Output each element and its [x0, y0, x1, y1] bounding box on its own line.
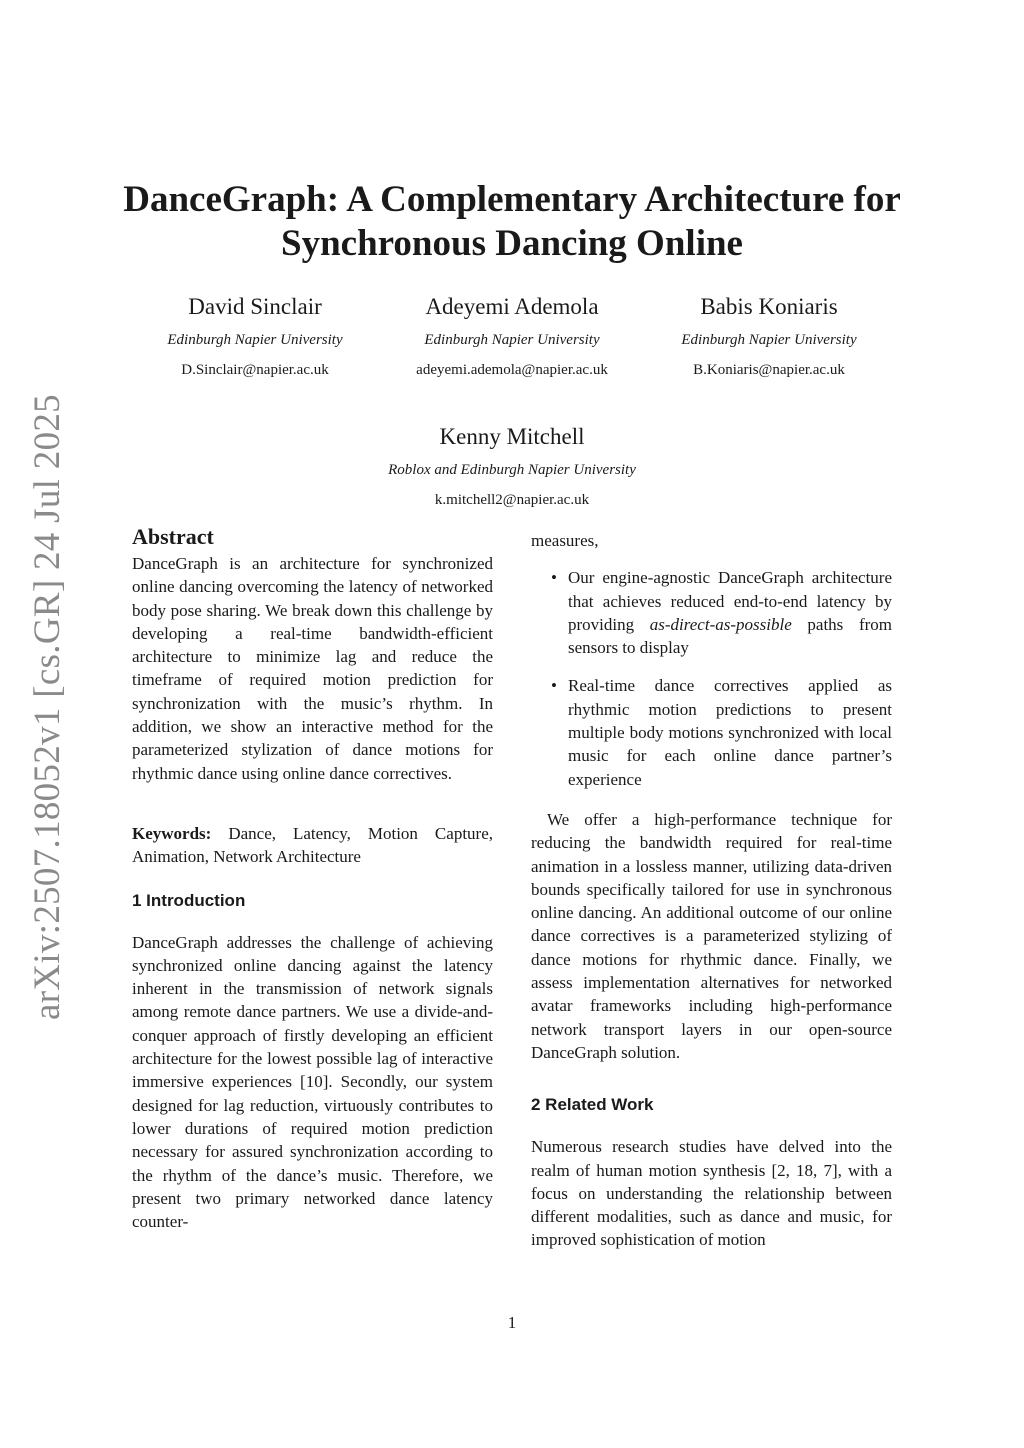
author-affiliation: Roblox and Edinburgh Napier University [388, 462, 636, 478]
author-block [105, 292, 405, 380]
author-name: Babis Koniaris [700, 294, 838, 319]
bullet-icon: • [551, 676, 557, 696]
right-column [531, 529, 892, 1252]
author-email: D.Sinclair@napier.ac.uk [181, 362, 329, 378]
left-column [132, 524, 493, 1233]
section-heading-related-work: 2 Related Work [531, 1095, 654, 1115]
bullet-text-end: paths from sensors to display [568, 614, 893, 658]
related-paragraph: Numerous research studies have delved into the realm of human motion synthesis [2, 18, 7], with a focus on understanding the relationship between different modalities, such as dance and music, for improved sophistication of motion [531, 1137, 892, 1250]
author-block [362, 292, 662, 380]
title-line-1: DanceGraph: A Complementary Architecture for [123, 179, 901, 220]
author-block [619, 292, 919, 380]
list-item [531, 566, 892, 659]
intro-continued: measures, [531, 531, 599, 550]
section-heading-introduction: 1 Introduction [132, 890, 246, 910]
arxiv-stamp: arXiv:2507.18052v1 [cs.GR] 24 Jul 2025 [27, 394, 68, 1020]
bullet-icon: • [551, 568, 557, 588]
author-email: B.Koniaris@napier.ac.uk [693, 362, 845, 378]
author-email: adeyemi.ademola@napier.ac.uk [416, 362, 608, 378]
author-name: David Sinclair [188, 294, 322, 319]
paper-title [100, 178, 924, 266]
author-affiliation: Edinburgh Napier University [424, 332, 600, 348]
keywords-label: Keywords: [132, 823, 212, 843]
author-affiliation: Edinburgh Napier University [681, 332, 857, 348]
bullet-emphasis: as-direct-as-possible [649, 614, 792, 634]
bullet-text: Our engine-agnostic DanceGraph architecture that achieves reduced end-to-end latency by providing [568, 568, 892, 634]
intro-paragraph: DanceGraph addresses the challenge of achieving synchronized online dancing against the latency inherent in the transmission of network signals among remote dance partners. We use a divide-and-conquer approach of firstly developing an efficient architecture for the lowest possible lag of interactive immersive experiences [10]. Secondly, our system designed for lag reduction, virtuously contributes to lower durations of required motion prediction necessary for assured synchronization according to the rhythm of the dance’s music. Therefore, we present two primary networked dance latency counter- [132, 932, 493, 1232]
contributions-list [531, 566, 892, 791]
bullet-text: Real-time dance correctives applied as rhythmic motion predictions to present multiple body motions synchronized with local music for each online dance partner’s experience [568, 676, 892, 789]
page-number: 1 [507, 1313, 517, 1332]
keywords [132, 822, 493, 869]
title-line-2: Synchronous Dancing Online [281, 223, 743, 264]
abstract-text: DanceGraph is an architecture for synchronized online dancing overcoming the latency of networked body pose sharing. We break down this challenge by developing a real-time bandwidth-efficient architecture to minimize lag and reduce the timeframe of required motion prediction for synchronization with the music’s rhythm. In addition, we show an interactive method for the parameterized stylization of dance motions for rhythmic dance using online dance correctives. [132, 554, 493, 783]
author-name: Adeyemi Ademola [425, 294, 599, 319]
keywords-text: Dance, Latency, Motion Capture, Animation, Network Architecture [132, 823, 493, 867]
offer-paragraph: We offer a high-performance technique for reducing the bandwidth required for real-time animation in a lossless manner, utilizing data-driven bounds specifically tailored for use in synchronous online dancing. An additional outcome of our online dance correctives is a parameterized stylizing of dance motions for rhythmic dance. Finally, we assess implementation alternatives for networked avatar frameworks including high-performance network transport layers in our open-source DanceGraph solution. [531, 809, 892, 1062]
author-affiliation: Edinburgh Napier University [167, 332, 343, 348]
abstract-heading: Abstract [132, 524, 214, 549]
list-item [531, 674, 892, 790]
author-email: k.mitchell2@napier.ac.uk [434, 492, 590, 508]
author-block [312, 422, 712, 510]
author-name: Kenny Mitchell [439, 424, 585, 449]
